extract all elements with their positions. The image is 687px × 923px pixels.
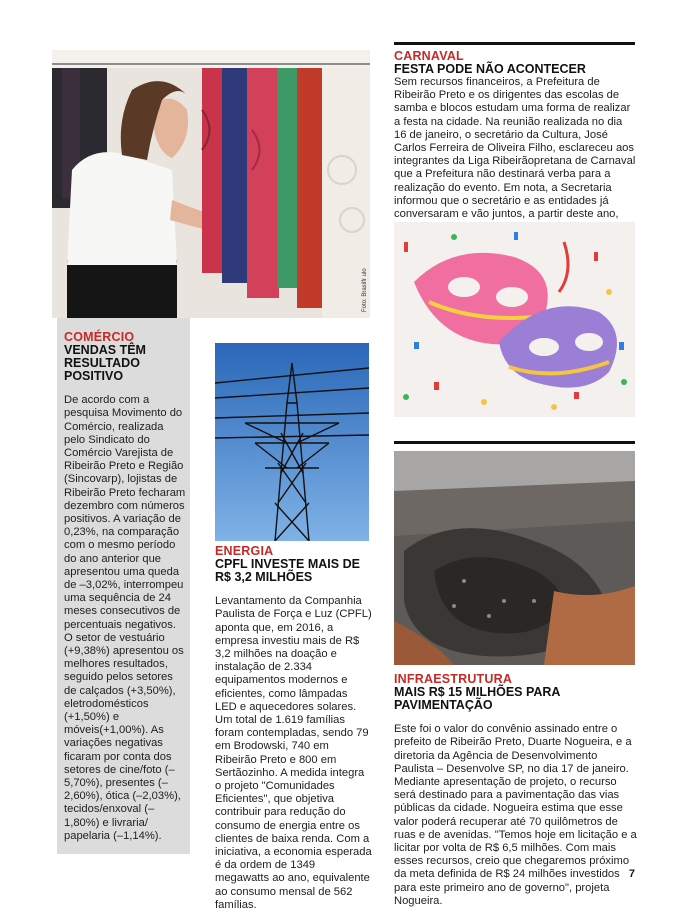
photo-credit: Foto: Brasilfr ulo	[362, 268, 368, 312]
carnival-rule	[394, 42, 635, 45]
power-tower-photo	[215, 343, 369, 541]
infrastructure-body: Este foi o valor do convênio assinado entre o prefeito de Ribeirão Preto, Duarte Nogueira, e a diretoria da Agência de Desenvolvimento Paulista – Desenvolve SP, no dia 17 de janeiro. Mediante apresentação de projeto, o recurso será destinado para a pavimentação das vias públicas da cidade. Nogueira estima que esse valor poderá recuperar até 70 quilômetros de ruas e de avenidas. "Temos hoje em licitação e a licitar por volta de R$ 6,5 milhões. Com mais esses recursos, creio que chegaremos próximo da meta definida de R$ 24 milhões investidos para este primeiro ano de governo", projeta Nogueira.	[394, 723, 637, 907]
carnival-masks-photo	[394, 222, 635, 417]
infrastructure-headline: MAIS R$ 15 MILHÕES PARA PAVIMENTAÇÃO	[394, 685, 560, 712]
energy-body: Levantamento da Companhia Paulista de Força e Luz (CPFL) aponta que, em 2016, a empresa investiu mais de R$ 3,2 milhões na doação e instalação de 2.334 equipamentos modernos e eficientes, como lâmpadas LED e aquecedores solares. Um total de 1.619 famílias foram contempladas, sendo 79 em Brodowski, 740 em Ribeirão Preto e 800 em Sertãozinho. A medida integra o projeto "Comunidades Eficientes", que objetiva contribuir para redução do consumo de energia entre os clientes de baixa renda. Com a iniciativa, a economia esperada é da ordem de 1349 megawatts ao ano, equivalente ao consumo mensal de 562 famílias.	[215, 595, 372, 911]
carnival-headline: FESTA PODE NÃO ACONTECER	[394, 62, 586, 76]
commerce-body: De acordo com a pesquisa Movimento do Comércio, realizada pelo Sindicato do Comércio Varejista de Ribeirão Preto e Região (Sincovarp), lojistas de Ribeirão Preto fecharam dezembro com números positivos. A variação de 0,23%, na comparação com o mesmo período do ano anterior que apresentou uma queda de –3,02%, interrompeu uma sequência de 24 meses consecutivos de percentuais negativos. O setor de vestuário (+9,38%) apresentou os melhores resultados, seguido pelos setores de calçados (+3,50%), eletrodomésticos (+1,50%) e móveis(+1,00%). As variações negativas ficaram por conta dos setores de cine/foto (–5,70%), presentes (–2,60%), ótica (–2,03%), tecidos/enxoval (–1,80%) e livraria/ papelaria (–1,14%).	[64, 394, 186, 842]
commerce-article	[64, 331, 186, 854]
commerce-headline: VENDAS TÊM RESULTADO POSITIVO	[64, 343, 146, 383]
carnival-article	[394, 50, 637, 234]
commerce-kicker: COMÉRCIO	[64, 330, 135, 344]
carnival-kicker: CARNAVAL	[394, 49, 464, 63]
carnival-body: Sem recursos financeiros, a Prefeitura de Ribeirão Preto e os dirigentes das escolas de samba e blocos estudam uma forma de realizar a festa na cidade. Na reunião realizada no dia 16 de janeiro, o secretário da Cultura, José Carlos Ferreira de Oliveira Filho, esclareceu aos integrantes da Liga Ribeirãopretana de Carnaval que a Prefeitura não destinará verba para a realização do evento. Em nota, a Secretaria informou que o secretário e as entidades já conversaram e vão juntos, a partir deste ano,	[394, 76, 636, 221]
energy-headline: CPFL INVESTE MAIS DE R$ 3,2 MILHÕES	[215, 557, 360, 584]
page-number: 7	[628, 868, 635, 880]
energy-kicker: ENERGIA	[215, 544, 274, 558]
pothole-road-photo	[394, 451, 635, 665]
clothing-store-photo	[52, 50, 370, 318]
infrastructure-rule	[394, 441, 635, 444]
infrastructure-kicker: INFRAESTRUTURA	[394, 672, 513, 686]
energy-article	[215, 545, 372, 923]
infrastructure-article	[394, 673, 637, 919]
